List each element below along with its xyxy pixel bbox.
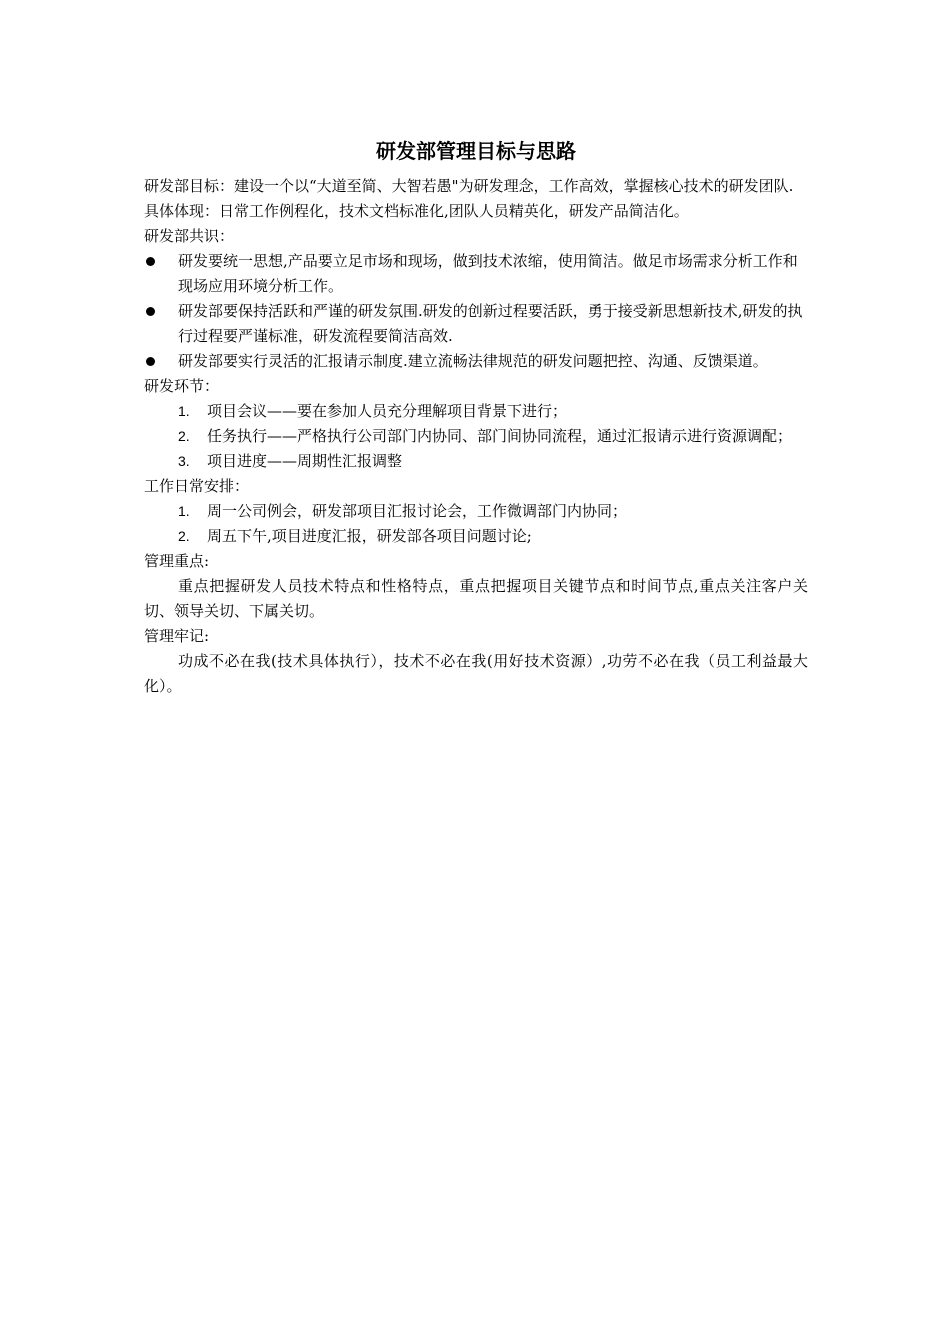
process-list: [144, 399, 808, 474]
bullet-icon: [146, 257, 155, 266]
consensus-heading: 研发部共识：: [144, 227, 235, 245]
list-item: [144, 499, 808, 524]
list-item-text: 研发要统一思想,产品要立足市场和现场，做到技术浓缩，使用简洁。做足市场需求分析工作和现场应用环境分析工作。: [178, 252, 798, 295]
document-title: 研发部管理目标与思路: [376, 139, 576, 163]
focus-paragraph: 重点把握研发人员技术特点和性格特点，重点把握项目关键节点和时间节点,重点关注客户关切、领导关切、下属关切。: [144, 577, 808, 620]
bullet-icon: [146, 307, 155, 316]
list-item-text: 周一公司例会，研发部项目汇报讨论会，工作微调部门内协同；: [207, 502, 628, 520]
schedule-list: [144, 499, 808, 549]
list-item-text: 任务执行——严格执行公司部门内协同、部门间协同流程，通过汇报请示进行资源调配；: [207, 427, 793, 445]
process-heading: 研发环节：: [144, 377, 220, 395]
list-item: [144, 249, 808, 299]
list-item: [144, 424, 808, 449]
list-item: [144, 299, 808, 349]
list-number: 2.: [178, 528, 190, 544]
bullet-icon: [146, 357, 155, 366]
motto-heading: 管理牢记:: [144, 627, 210, 645]
list-item-text: 周五下午,项目进度汇报，研发部各项目问题讨论;: [207, 527, 532, 545]
list-number: 1.: [178, 403, 190, 419]
focus-heading: 管理重点:: [144, 552, 210, 570]
goal-paragraph: 研发部目标：建设一个以“大道至简、大智若愚"为研发理念，工作高效，掌握核心技术的研发团队.: [144, 177, 794, 195]
document-page: [144, 134, 808, 699]
list-item: [144, 349, 808, 374]
list-number: 2.: [178, 428, 190, 444]
list-item: [144, 524, 808, 549]
schedule-heading: 工作日常安排：: [144, 477, 250, 495]
embodiment-paragraph: 具体体现：日常工作例程化，技术文档标准化,团队人员精英化，研发产品简洁化。: [144, 202, 689, 220]
list-number: 3.: [178, 453, 190, 469]
list-item-text: 研发部要实行灵活的汇报请示制度.建立流畅法律规范的研发问题把控、沟通、反馈渠道。: [178, 352, 768, 370]
list-item: [144, 399, 808, 424]
list-item: [144, 449, 808, 474]
list-number: 1.: [178, 503, 190, 519]
list-item-text: 项目进度——周期性汇报调整: [207, 452, 403, 470]
list-item-text: 研发部要保持活跃和严谨的研发氛围.研发的创新过程要活跃，勇于接受新思想新技术,研发的执行过程要严谨标准，研发流程要简洁高效.: [178, 302, 803, 345]
list-item-text: 项目会议——要在参加人员充分理解项目背景下进行；: [207, 402, 568, 420]
motto-paragraph: 功成不必在我(技术具体执行），技术不必在我(用好技术资源）,功劳不必在我（员工利益最大化）。: [144, 652, 808, 695]
consensus-list: [144, 249, 808, 374]
